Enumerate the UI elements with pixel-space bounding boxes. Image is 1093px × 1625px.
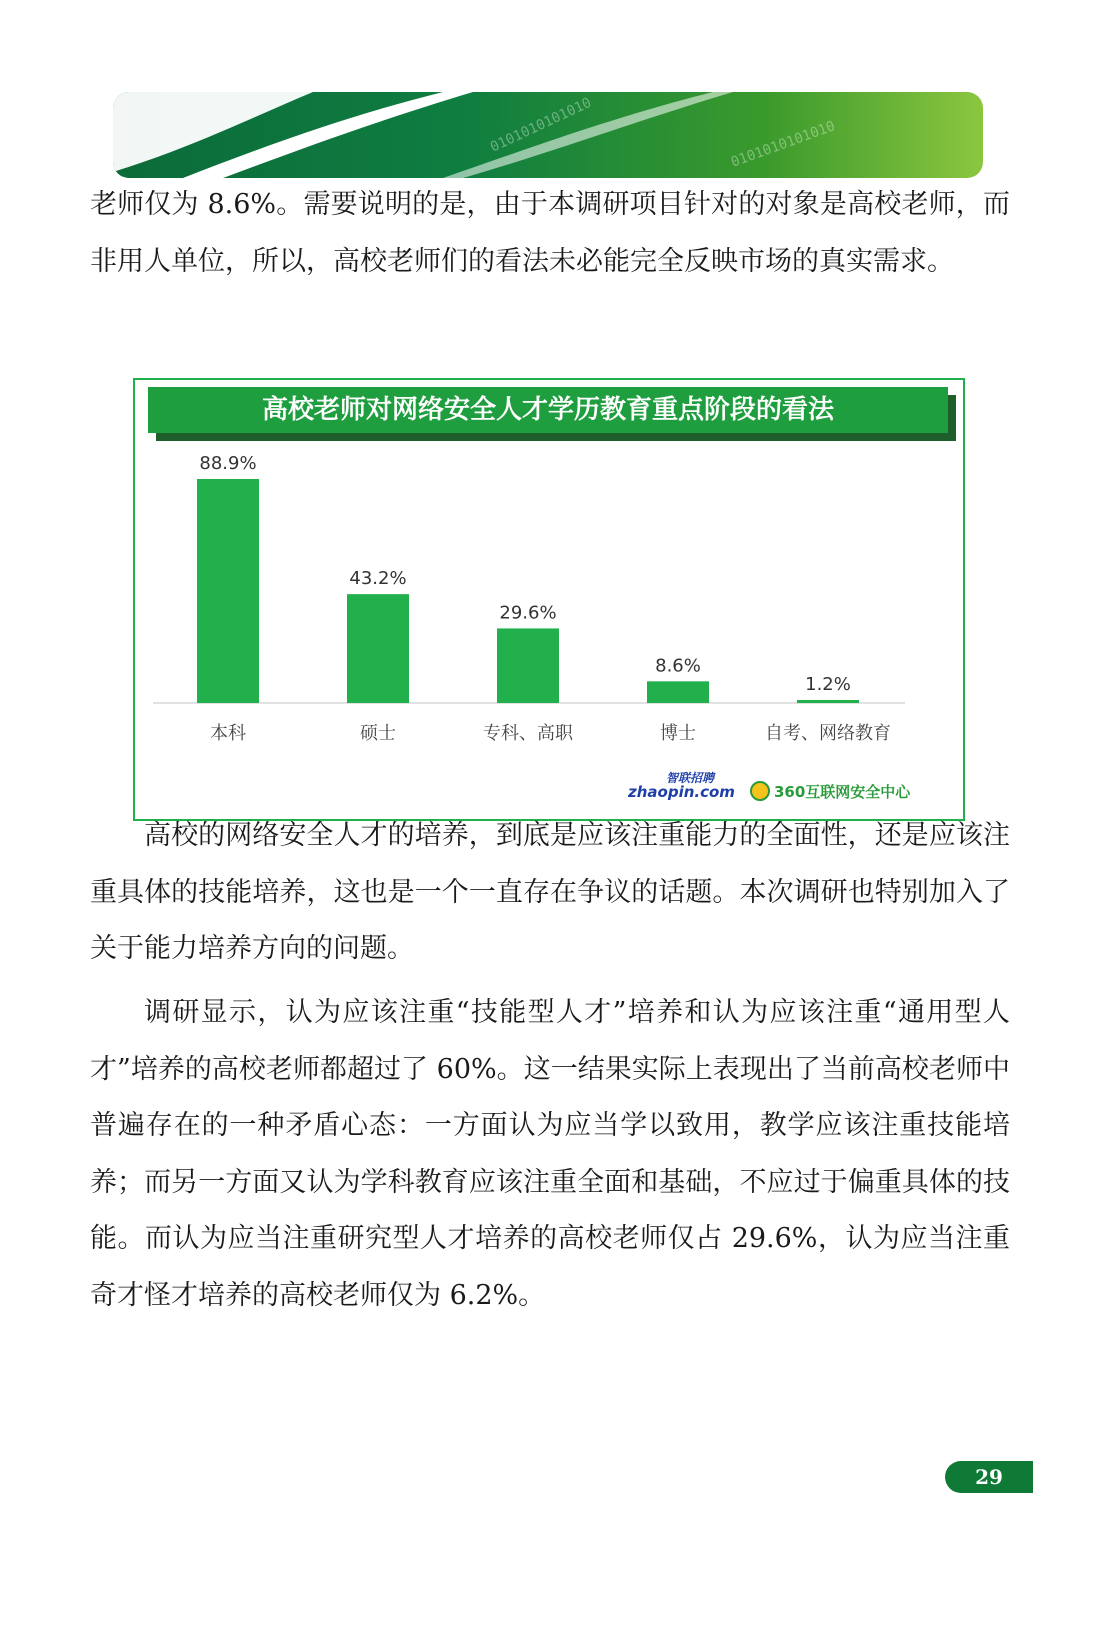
paragraph-1: 老师仅为 8.6%。需要说明的是，由于本调研项目针对的对象是高校老师，而非用人单位，所以，高校老师们的看法未必能完全反映市场的真实需求。: [90, 189, 1010, 277]
logo-360-text: 360互联网安全中心: [774, 782, 911, 801]
bar-3: [647, 681, 709, 703]
value-label-3: 8.6%: [655, 655, 701, 677]
chart-title: 高校老师对网络安全人才学历教育重点阶段的看法: [148, 387, 948, 433]
zhaopin-logo-text: zhaopin.com: [628, 783, 735, 801]
value-label-0: 88.9%: [199, 453, 257, 474]
header-banner: [113, 92, 983, 178]
page-number: 29: [945, 1461, 1033, 1493]
bar-2: [497, 628, 559, 703]
zhaopin-logo-cn: 智联招聘: [666, 771, 715, 785]
value-label-1: 43.2%: [349, 568, 407, 590]
banner-decoration-icon: [113, 92, 983, 178]
bar-0: [197, 479, 259, 703]
chart-plot: [135, 380, 963, 819]
category-label-4: 自考、网络教育: [765, 723, 891, 744]
paragraph-3: 调研显示，认为应该注重“技能型人才”培养和认为应该注重“通用型人才”培养的高校老师都超过了 60%。这一结果实际上表现出了当前高校老师中普遍存在的一种矛盾心态：一方面认为应当学以致用，教学应该注重技能培养；而另一方面又认为学科教育应该注重全面和基础，不应过于偏重具体的技能。而认为应当注重研究型人才培养的高校老师仅占 29.6%，认为应当注重奇才怪才培养的高校老师仅为 6.2%。: [90, 997, 1010, 1311]
svg-text:0101010101010: 0101010101010: [728, 118, 838, 171]
bar-1: [347, 594, 409, 703]
zhaopin-logo: [628, 771, 735, 801]
category-label-2: 专科、高职: [483, 723, 573, 744]
logo-360: [750, 780, 910, 802]
paragraph-2: 高校的网络安全人才的培养，到底是应该注重能力的全面性，还是应该注重具体的技能培养，这也是一个一直存在争议的话题。本次调研也特别加入了关于能力培养方向的问题。: [90, 820, 1010, 964]
bar-4: [797, 700, 859, 703]
value-label-4: 1.2%: [805, 673, 851, 695]
category-label-1: 硕士: [360, 723, 396, 744]
category-label-0: 本科: [210, 723, 246, 744]
value-label-2: 29.6%: [499, 602, 557, 624]
category-label-3: 博士: [660, 723, 696, 744]
bar-chart: [133, 378, 965, 821]
360-logo-icon: [750, 781, 770, 801]
svg-text:0101010101010: 0101010101010: [487, 94, 595, 156]
